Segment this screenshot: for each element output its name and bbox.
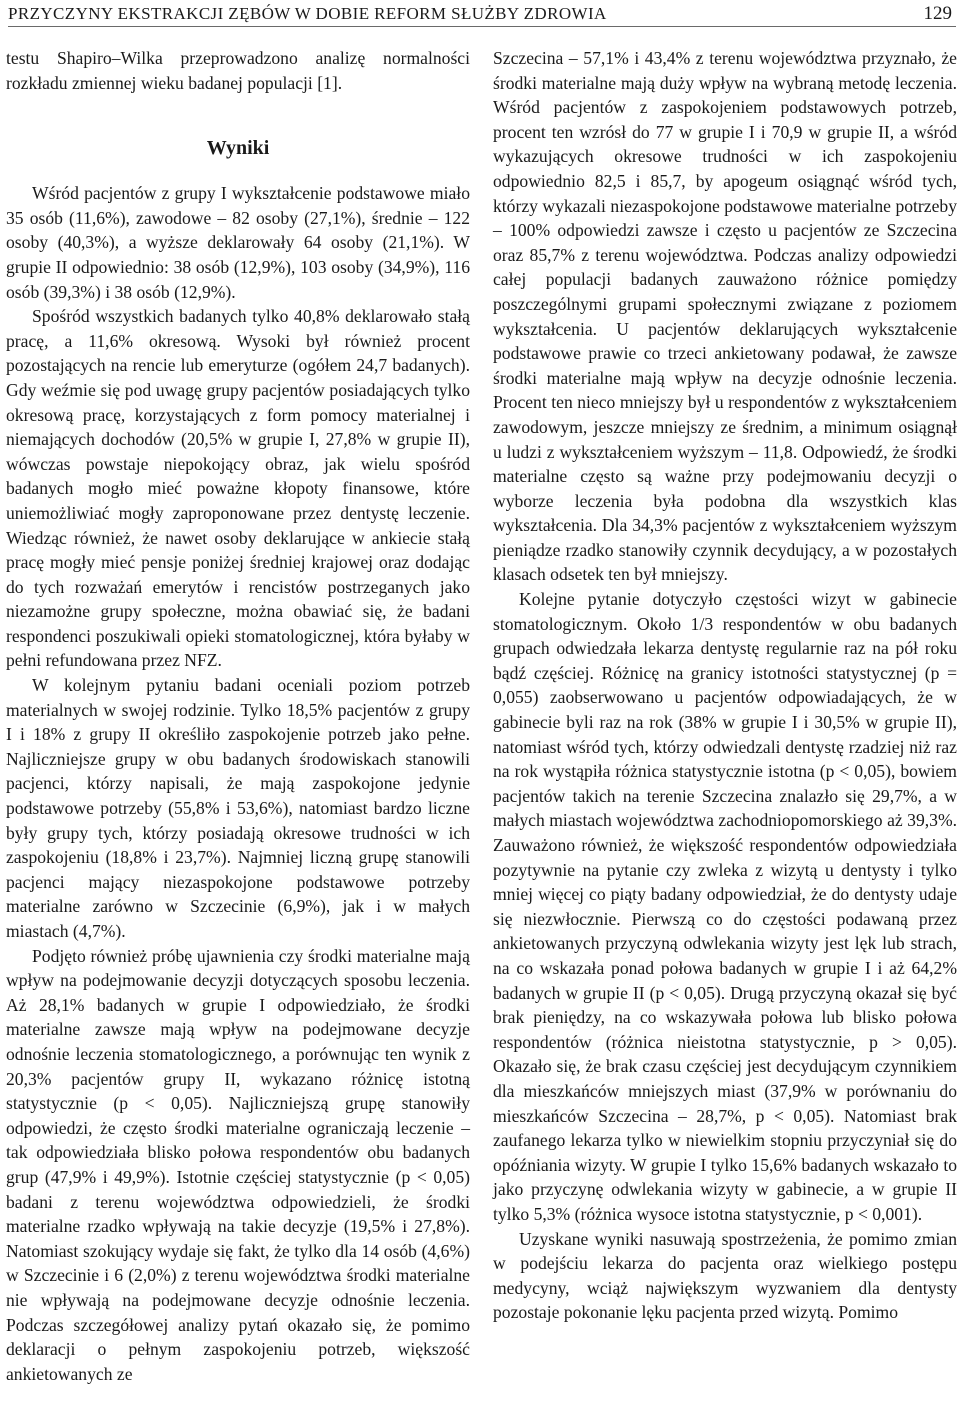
left-column [6,46,470,1386]
running-header [8,2,956,27]
paragraph-material-needs: W kolejnym pytaniu badani oceniali poziom potrzeb materialnych w swojej rodzinie. Tylko 18,5% pacjentów z grupy I i 18% z grupy II określiło zaspokojenie potrzeb jako pełne. Najliczniejsze grupy w obu badanych środowiskach stanowili pacjenci, którzy napisali, że mają zaspokojone jedynie podstawowe potrzeby (55,8% i 53,6%), natomiast bardzo liczne były grupy tych, którzy posiadają okresowe trudności w ich zaspokojeniu (18,8% i 23,7%). Najmniej liczną grupę stanowili pacjenci mający niezaspokojone podstawowe potrzeby materialne zarówno w Szczecinie (6,9%), jak i w małych miastach (4,7%). [6,675,470,941]
page-number: 129 [923,3,952,24]
paragraph-education: Wśród pacjentów z grupy I wykształcenie podstawowe miało 35 osób (11,6%), zawodowe – 82 osoby (27,1%), średnie – 122 osoby (40,3%), a wyższe deklarowały 64 osoby (21,1%). W grupie II odpowiednio: 38 osób (12,9%), 103 osoby (34,9%), 116 osób (39,3%) i 38 osób (12,9%). [6,183,470,302]
running-title: PRZYCZYNY EKSTRAKCJI ZĘBÓW W DOBIE REFORM SŁUŻBY ZDROWIA [8,4,607,23]
paragraph-treatment-decisions: Podjęto również próbę ujawnienia czy środki materialne mają wpływ na podejmowanie decyzji dotyczących sposobu leczenia. Aż 28,1% badanych w grupie I odpowiedziało, że środki materialne zawsze mają wpływ na podejmowane decyzje odnośnie leczenia stomatologicznego, a porównując ten wynik z 20,3% pacjentów grupy II, wykazano różnicę istotną statystycznie (p < 0,05). Najliczniejszą grupę stanowiły odpowiedzi, że często środki materialne ograniczają leczenie – tak odpowiedziała blisko połowa respondentów obu badanych grup (47,9% i 49,9%). Istotnie częściej statystycznie (p < 0,05) badani z terenu województwa odpowiedzieli, że środki materialne rzadko wpływają na takie decyzje (19,5% i 27,8%). Natomiast szokujący wydaje się fakt, że tylko dla 14 osób (4,6%) w Szczecinie i 6 (2,0%) z terenu województwa środki materialne nie wpływają na podejmowane decyzje odnośnie leczenia. Podczas szczegółowej analizy pytań okazało się, że pomimo deklaracji o pełnym zaspokojeniu potrzeb, większość ankietowanych ze [6,945,470,1384]
paragraph-continued: Szczecina – 57,1% i 43,4% z terenu województwa przyznało, że środki materialne mają duży wpływ na wybraną metodę leczenia. Wśród pacjentów z zaspokojeniem podstawowych potrzeb, procent ten wzrósł do 77 w grupie I i 70,9 w grupie II, a wśród wykazujących okresowe trudności w ich zaspokojeniu odpowiednio 82,5 i 85,7, by apogeum osiągnąć wśród tych, którzy wykazali niezaspokojone podstawowe materialne potrzeby – 100% odpowiedzi zawsze i często u pacjentów ze Szczecina oraz 85,7% z terenu województwa. Podczas analizy odpowiedzi całej populacji badanych zauważono różnice pomiędzy poszczególnymi grupami społecznymi związane z poziomem wykształcenia. U pacjentów deklarujących wykształcenie podstawowe prawie co trzeci ankietowany podawał, że zawsze środki materialne mają wpływ na decyzje odnośnie leczenia. Procent ten nieco mniejszy był u respondentów z wykształceniem zawodowym, jeszcze mniejszy ze średnim, a minimum osiągnął u ludzi z wykształceniem wyższym – 11,8. Odpowiedź, że środki materialne często są ważne przy podejmowaniu decyzji o wyborze leczenia była podobna dla wszystkich klas wykształcenia. Dla 34,3% pacjentów z wykształceniem wyższym pieniądze rzadko stanowiły czynnik decydujący, a w pozostałych klasach odsetek ten był mniejszy. [493,48,957,585]
section-heading-wyniki: Wyniki [206,137,270,160]
paragraph-visit-frequency: Kolejne pytanie dotyczyło częstości wizyt w gabinecie stomatologicznym. Około 1/3 respondentów w obu badanych grupach odwiedzała lekarza dentystę regularnie raz na pół roku bądź częściej. Różnicę na granicy istotności statystycznej (p = 0,055) zaobserwowano u pacjentów odpowiadających, że w gabinecie byli raz na rok (38% w grupie I i 30,5% w grupie II), natomiast wśród tych, którzy odwiedzali dentystę rzadziej niż raz na rok wystąpiła różnica statystycznie istotna (p < 0,05), bowiem pacjentów takich na terenie Szczecina znalazło się 29,7%, a w małych miastach województwa zachodniopomorskiego aż 39,3%. Zauważono również, że większość respondentów odpowiedziała pozytywnie na pytanie czy zwleka z wizytą u dentysty i tylko mniej więcej co piąty badany odpowiedział, że do dentysty udaje się niezwłocznie. Pierwszą co do częstości podawaną przez ankietowanych przyczyną odwlekania wizyty jest lęk lub strach, na co wskazała ponad połowa badanych w grupie I i aż 64,2% badanych w grupie II (p < 0,05). Drugą przyczyną okazał się być brak pieniędzy, na co wskazywała połowa lub blisko połowa respondentów (różnica nieistotna statystycznie, p > 0,05). Okazało się, że brak czasu częściej jest decydującym czynnikiem dla mieszkańców mniejszych miast (37,9% w porównaniu do mieszkańców Szczecina – 28,7%, p < 0,05). Natomiast brak zaufanego lekarza tylko w niewielkim stopniu przyczyniał się do opóźniania wizyty. W grupie I tylko 15,6% badanych wskazało to jako przyczynę odwlekania wizyty w gabinecie, a w grupie II tylko 5,3% (różnica wysoce istotna statystycznie, p < 0,001). [493,589,957,1224]
right-column [493,46,957,1325]
intro-paragraph: testu Shapiro–Wilka przeprowadzono analizę normalności rozkładu zmiennej wieku badanej populacji [1]. [6,48,470,93]
paragraph-observations: Uzyskane wyniki nasuwają spostrzeżenia, że pomimo zmian w podejściu lekarza do pacjenta oraz wielkiego postępu medycyny, wciąż największym wyzwaniem dla dentysty pozostaje pokonanie lęku pacjenta przed wizytą. Pomimo [493,1228,957,1323]
paragraph-employment: Spośród wszystkich badanych tylko 40,8% deklarowało stałą pracę, a 11,6% okresową. Wysoki był również procent pozostających na rencie lub emeryturze (ogółem 24,7 badanych). Gdy weźmie się pod uwagę grupy pacjentów posiadających tylko okresową pracę, korzystających z form pomocy materialnej i niemających dochodów (20,5% w grupie I, 27,8% w grupie II), wówczas powstaje niepokojący obraz, jak wielu spośród badanych mogło mieć poważne kłopoty finansowe, które uniemożliwiać mogły zaproponowane przez dentystę leczenie. Wiedząc również, że nawet osoby deklarujące w ankiecie stałą pracę mogły mieć pensje poniżej średniej krajowej oraz dodając do tych rozważań emerytów i rencistów postrzeganych jako niezamożne grupy społeczne, można obawiać się, że badani respondenci poszukiwali opieki stomatologicznej, która byłaby w pełni refundowana przez NFZ. [6,306,470,671]
